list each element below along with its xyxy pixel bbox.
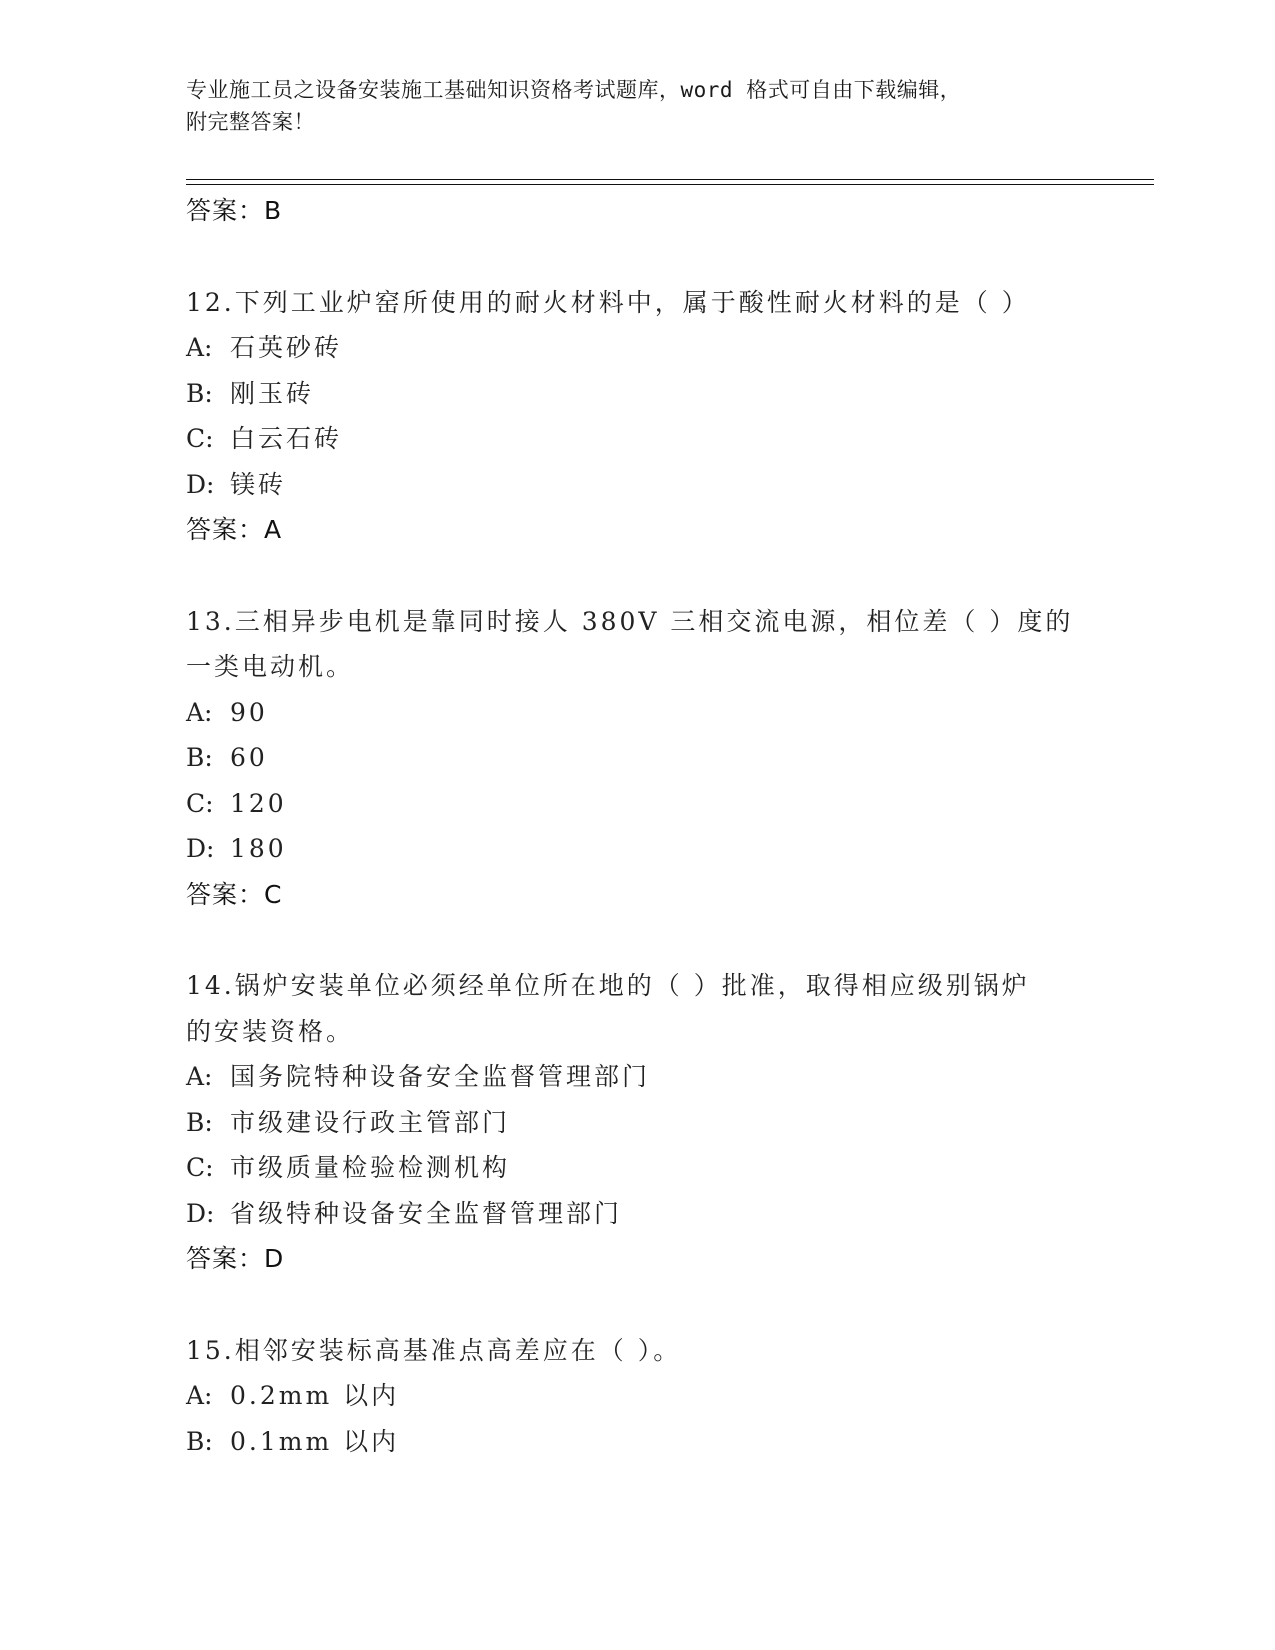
option-text: 60 <box>230 743 268 772</box>
option-a <box>186 1054 1086 1100</box>
question-14 <box>186 963 1086 1282</box>
question-stem: 14.锅炉安装单位必须经单位所在地的（ ）批准，取得相应级别锅炉 <box>186 971 1030 1000</box>
spacer <box>186 234 1086 280</box>
question-stem: 15.相邻安装标高基准点高差应在（ ）。 <box>186 1335 682 1365</box>
option-key: C: <box>186 424 214 453</box>
option-b <box>186 1100 1086 1146</box>
header-divider-bottom <box>186 184 1154 185</box>
option-text: 石英砂砖 <box>230 333 343 362</box>
question-list <box>186 188 1086 1464</box>
option-key: D: <box>186 1198 215 1228</box>
header-line-2: 附完整答案！ <box>186 110 315 134</box>
option-a <box>186 325 1086 371</box>
option-text: 市级质量检验检测机构 <box>230 1153 511 1182</box>
option-key: B: <box>186 743 213 772</box>
option-a <box>186 1373 1086 1419</box>
option-text: 120 <box>230 788 287 818</box>
question-stem: 13.三相异步电机是靠同时接人 380V 三相交流电源，相位差（ ）度的 <box>186 606 1074 636</box>
option-b <box>186 735 1086 781</box>
option-text: 省级特种设备安全监督管理部门 <box>230 1198 623 1228</box>
option-text: 90 <box>230 697 268 727</box>
option-text: 0.1mm 以内 <box>230 1426 400 1456</box>
answer: 答案：C <box>186 879 283 909</box>
option-key: B: <box>186 1426 213 1456</box>
option-key: A: <box>186 1381 213 1410</box>
option-b <box>186 371 1086 417</box>
option-d <box>186 462 1086 508</box>
option-c <box>186 416 1086 462</box>
option-d <box>186 1191 1086 1237</box>
option-text: 市级建设行政主管部门 <box>230 1107 511 1137</box>
option-text: 国务院特种设备安全监督管理部门 <box>230 1062 651 1091</box>
option-text: 镁砖 <box>230 469 287 499</box>
option-key: A: <box>186 1062 213 1091</box>
option-key: B: <box>186 1107 213 1137</box>
answer: 答案：A <box>186 515 283 544</box>
question-stem: 12.下列工业炉窑所使用的耐火材料中，属于酸性耐火材料的是（ ） <box>186 287 1030 317</box>
option-c <box>186 1145 1086 1191</box>
header-divider-top <box>186 179 1154 180</box>
option-key: C: <box>186 1153 214 1182</box>
question-12 <box>186 280 1086 553</box>
option-key: C: <box>186 788 214 818</box>
question-stem-cont: 一类电动机。 <box>186 652 355 681</box>
option-d <box>186 826 1086 872</box>
header-line-1: 专业施工员之设备安装施工基础知识资格考试题库，word 格式可自由下载编辑， <box>186 78 962 102</box>
question-stem-cont: 的安装资格。 <box>186 1016 355 1046</box>
option-key: A: <box>186 333 213 362</box>
spacer <box>186 1282 1086 1328</box>
answer-previous: 答案：B <box>186 196 283 225</box>
option-text: 白云石砖 <box>230 424 343 453</box>
option-text: 刚玉砖 <box>230 378 315 408</box>
document-header <box>186 74 1066 138</box>
question-13 <box>186 599 1086 918</box>
option-c <box>186 781 1086 827</box>
option-key: D: <box>186 834 215 863</box>
option-key: A: <box>186 697 213 727</box>
spacer <box>186 917 1086 963</box>
option-key: D: <box>186 469 215 499</box>
option-text: 0.2mm 以内 <box>230 1381 400 1410</box>
option-b <box>186 1419 1086 1465</box>
answer: 答案：D <box>186 1244 285 1273</box>
option-a <box>186 690 1086 736</box>
option-text: 180 <box>230 834 287 863</box>
option-key: B: <box>186 378 213 408</box>
spacer <box>186 553 1086 599</box>
question-15 <box>186 1328 1086 1465</box>
